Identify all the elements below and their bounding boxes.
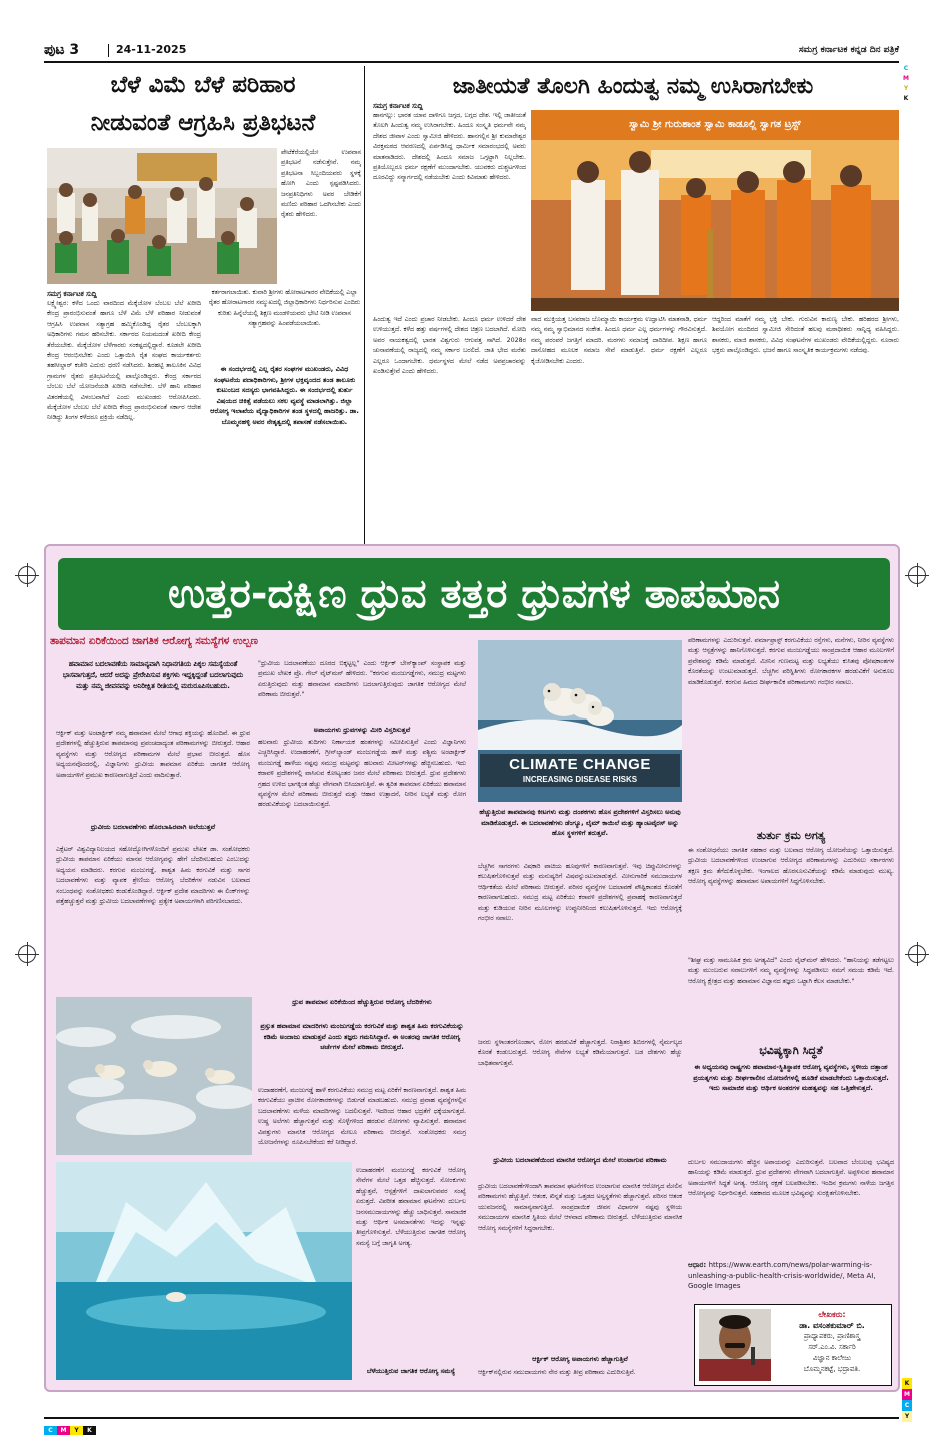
feature-col3-body2: ಜನರು ಸ್ಥಳಾಂತರಗೊಂಡಾಗ, ರೋಗ ಹರಡುವಿಕೆ ಹೆಚ್ಚಾಗುತ್ತದೆ. ನಿರಾಶ್ರಿತರ ಶಿಬಿರಗಳಲ್ಲಿ ನೈರ್ಮಲ್ಯದ ಕೊರತೆ ಕಂಡುಬರುತ್ತದೆ. ಆರೋಗ್ಯ ಸೇವೆಗಳ ಲಭ್ಯತೆ ಕಡಿಮೆಯಾಗುತ್ತದೆ. ಬಡ ದೇಶಗಳು ಹೆಚ್ಚು ಬಾಧಿತವಾಗುತ್ತವೆ. bbox=[478, 1039, 682, 1067]
feature-col2-quote: "ಧ್ರುವೀಯ ಬದಲಾವಣೆಯು ದೂರದ ಬಿಕ್ಕಟ್ಟಲ್ಲ" ಎಂದು ಆರ್ಕ್ಟಿಕ್ ಬೇಸ್‌ಕ್ಯಾಂಪ್ ಸಂಸ್ಥಾಪಕ ಮತ್ತು ಪ್ರಮುಖ ಲೇಖಕ ಪ್ರೊ. ಗೇಲ್ ವೈಟ್‌ಮನ್ ಹೇಳಿದರು. "ಕರಗುವ ಮಂಜುಗಡ್ಡೆಗಳು, ಸಮುದ್ರ ಮಟ್ಟಗಳು ಏರುತ್ತಿರುವುದು ಮತ್ತು ಹವಾಮಾನ ಮಾದರಿಗಳು ಬದಲಾಗುತ್ತಿರುವುದು ಜಾಗತಿಕ ಆರೋಗ್ಯದ ಮೇಲೆ ಪರಿಣಾಮ ಬೀರುತ್ತವೆ." bbox=[258, 660, 466, 699]
story2-body-bottom-a: ಹಿಂದುತ್ವ ಇದೆ ಎಂದು ಪ್ರಚಾರ ನೀಡಬೇಕು. ಹಿಂದೂ ಧರ್ಮ ಉಳಿದರೆ ದೇಶ ಉಳಿಯುತ್ತದೆ. ಕಳೆದ ಹತ್ತು ವರ್ಷಗಳಲ್ಲಿ ದೇಶದ ಚಿತ್ರಣ ಬದಲಾಗಿದೆ. ಮೋದಿ ಅವರ ನಾಯಕತ್ವದಲ್ಲಿ ಭಾರತ ವಿಶ್ವಗುರು ಆಗುವತ್ತ ಸಾಗಿದೆ. 2028ರ ಚುನಾವಣೆಯಲ್ಲಿ ರಾಜ್ಯದಲ್ಲಿ ನಮ್ಮ ಸರ್ಕಾರ ಬರಲಿದೆ. ಜಾತಿ ಭೇದ ಮರೆತು ಎಲ್ಲರೂ ಒಂದಾಗಬೇಕು. ಧರ್ಮಸ್ಥಳದ ಮೇಲೆ ನಡೆದ ಅಪಪ್ರಚಾರವನ್ನು ಖಂಡಿಸುತ್ತೇವೆ ಎಂದು ಹೇಳಿದರು. bbox=[373, 316, 526, 376]
melting-iceberg-photo bbox=[56, 1162, 352, 1380]
feature-col2-body3: ಉದಾಹರಣೆಗೆ ಮಂಜುಗಡ್ಡೆ ಕರಗುವಿಕೆ ಆರೋಗ್ಯ ಸೇವೆಗಳ ಮೇಲೆ ಒತ್ತಡ ಹೆಚ್ಚಿಸುತ್ತದೆ. ಸೋಂಕುಗಳು ಹೆಚ್ಚುತ್ತವೆ, ಆಸ್ಪತ್ರೆಗಳಿಗೆ ದಾಖಲಾಗುವವರ ಸಂಖ್ಯೆ ಏರುತ್ತದೆ. ವಿಪರೀತ ಹವಾಮಾನ ಘಟನೆಗಳು ದುರ್ಬಲ ಜನಸಮುದಾಯಗಳನ್ನು ಹೆಚ್ಚು ಬಾಧಿಸುತ್ತವೆ. ಸಾಮಾಜಿಕ ಮತ್ತು ಆರ್ಥಿಕ ಅಸಮಾನತೆಗಳು ಇದನ್ನು ಇನ್ನಷ್ಟು ತೀವ್ರಗೊಳಿಸುತ್ತವೆ. ಬೆಳೆಯುತ್ತಿರುವ ಜಾಗತಿಕ ಆರೋಗ್ಯ ಸಮಸ್ಯೆ ಬಗ್ಗೆ ಜಾಗೃತಿ ಅಗತ್ಯ. bbox=[356, 1167, 466, 1247]
footer-rule bbox=[44, 1417, 899, 1419]
cmyk-m: M bbox=[903, 75, 909, 82]
feature-col4-body1: ಪರಿಣಾಮಗಳನ್ನು ಎದುರಿಸುತ್ತವೆ. ಪರ್ಮಾಫ್ರಾಸ್ಟ್ ಕರಗುವಿಕೆಯು ರಸ್ತೆಗಳು, ಮನೆಗಳು, ನೀರಿನ ವ್ಯವಸ್ಥೆಗಳು ಮತ್ತು ಆಸ್ಪತ್ರೆಗಳನ್ನು ಹಾನಿಗೊಳಿಸುತ್ತದೆ. ಕರಗುವ ಮಂಜುಗಡ್ಡೆಯು ಸಾಂಪ್ರದಾಯಿಕ ಆಹಾರ ಮೂಲಗಳಿಗೆ ಪ್ರವೇಶವನ್ನು ಕಡಿಮೆ ಮಾಡುತ್ತದೆ. ಮೀನಿನ ಗುಣಮಟ್ಟ ಮತ್ತು ಲಭ್ಯತೆಯು ಕುಸಿತವು ಪೋಷಕಾಂಶಗಳ ಕೊರತೆಯನ್ನು ಉಂಟುಮಾಡುತ್ತದೆ. ಬೆಚ್ಚಗಿನ ಪರಿಸ್ಥಿತಿಗಳು ರೋಗಕಾರಕಗಳ ಹರಡುವಿಕೆಗೆ ಅನುಕೂಲ ಮಾಡಿಕೊಡುತ್ತವೆ. ಕರಗುವ ಹಿಮದ ದೀರ್ಘಕಾಲಿಕ ಪರಿಣಾಮಗಳು ಗಂಭೀರ ಸವಾಲು. bbox=[688, 637, 894, 686]
cmyk-side-m: M bbox=[902, 1389, 912, 1400]
story1-headline bbox=[44, 66, 362, 144]
polar-bears-ice-photo bbox=[56, 997, 252, 1155]
cmyk-strip-top bbox=[901, 64, 911, 106]
header-divider bbox=[108, 44, 109, 57]
registration-mark-left-top bbox=[18, 566, 36, 584]
header-rule bbox=[44, 61, 899, 63]
author-college-line1: ಸರ್.ಎಂ.ವಿ. ಸರ್ಕಾರಿ bbox=[808, 1343, 856, 1351]
column-rule-top bbox=[364, 66, 365, 544]
story2-credit: ಸಮಗ್ರ ಕರ್ನಾಟಕ ಸುದ್ದಿ bbox=[373, 102, 423, 110]
story2-body-bottom-b: ವಾದ ಮುಕ್ತಿಯತ್ತ ಬಸವರಾಜ ಬೊಮ್ಮಾಯಿ ಕಾರ್ಯಕ್ರಮ ಉದ್ಘಾಟಿಸಿ ಮಾತನಾಡಿ, ಧರ್ಮ ನಮ್ಮ ನಮ್ಮ ಸ್ವಾಭಿಮಾನದ ಸಂಕೇತ. ಹಿಂದೂ ಧರ್ಮ ಎಲ್ಲ ಧರ್ಮಗಳನ್ನು ಗೌರವಿಸುತ್ತದೆ. ನಮ್ಮ ಪರಂಪರೆ ಜಗತ್ತಿಗೆ ಮಾದರಿ. ಮಠಗಳು ಸಮಾಜಕ್ಕೆ ದಾರಿದೀಪ. ಶಿಕ್ಷಣ ಹಾಗೂ ದಾಸೋಹದ ಮೂಲಕ ಸಮಾಜ ಸೇವೆ ಮಾಡುತ್ತಿವೆ. ಧರ್ಮ ರಕ್ಷಣೆಗೆ ಎಲ್ಲರೂ ಕೈಜೋಡಿಸಬೇಕು ಎಂದರು. bbox=[531, 316, 707, 365]
cmyk-side-k: K bbox=[902, 1378, 912, 1389]
story1-headline-line2: ನೀಡುವಂತೆ ಆಗ್ರಹಿಸಿ ಪ್ರತಿಭಟನೆ bbox=[90, 110, 316, 136]
story1-body-left: ಲಕ್ಷ್ಮೇಶ್ವರ: ಕಳೆದ ಒಂದು ವಾರದಿಂದ ಮೆಕ್ಕೆಜೋಳ ಬೆಂಬಲ ಬೆಲೆ ಖರೀದಿ ಕೇಂದ್ರ ಪ್ರಾರಂಭಿಸುವಂತೆ ಹಾಗೂ ಬೆಳೆ ವಿಮೆ ಬೆಳೆ ಪರಿಹಾರ ನೀಡುವಂತೆ ಆಗ್ರಹಿಸಿ ಉಪವಾಸ ಸತ್ಯಾಗ್ರಹ ಹಮ್ಮಿಕೊಂಡಿದ್ದ ರೈತರ ಬೆಂಬಲಕ್ಕಾಗಿ ಅಧಿಕಾರಿಗಳು ಗಮನ ಹರಿಸಬೇಕು. ಸರ್ಕಾರದ ನಿಯಮದಂತೆ ಖರೀದಿ ಕೇಂದ್ರ ತೆರೆಯಬೇಕು. ಮೆಕ್ಕೆಜೋಳ ಬೆಳೆಗಾರರು ಸಂಕಷ್ಟದಲ್ಲಿದ್ದಾರೆ. ಕೂಡಲೇ ಖರೀದಿ ಕೇಂದ್ರ ಆರಂಭಿಸಬೇಕು ಎಂದು ಒತ್ತಾಯಿಸಿ ರೈತ ಸಂಘದ ಕಾರ್ಯಕರ್ತರು ತಹಸೀಲ್ದಾರ್ ಕಚೇರಿ ಎದುರು ಧರಣಿ ನಡೆಸಿದರು. ಶಿರಹಟ್ಟಿ ತಾಲೂಕಿನ ವಿವಿಧ ಗ್ರಾಮಗಳ ರೈತರು ಪ್ರತಿಭಟನೆಯಲ್ಲಿ ಪಾಲ್ಗೊಂಡಿದ್ದರು. ಕೇಂದ್ರ ಸರ್ಕಾರದ ಬೆಂಬಲ ಬೆಲೆ ಯೋಜನೆಯಡಿ ಖರೀದಿ ನಡೆಸಬೇಕು. ಬೆಳೆ ಹಾನಿ ಪರಿಹಾರ ವಿತರಣೆಯಲ್ಲಿ ವಿಳಂಬವಾಗಿದೆ ಎಂದು ಮುಖಂಡರು ಆರೋಪಿಸಿದರು. ಮೆಕ್ಕೆಜೋಳ ಬೆಂಬಲ ಬೆಲೆ ಖರೀದಿ ಕೇಂದ್ರ ಪ್ರಾರಂಭಿಸುವಂತೆ ಸರ್ಕಾರ ಆದೇಶ ನೀಡಿದ್ದು ತಿಂಗಳ ಕಳೆದರೂ ಪ್ರಕ್ರಿಯೆ ನಡೆದಿಲ್ಲ. bbox=[47, 300, 201, 422]
story1-body-right-bold: ಈ ಸಂದರ್ಭದಲ್ಲಿ ಎಲ್ಲ ರೈತರ ಸಂಘಗಳ ಮುಖಂಡರು, ವಿವಿಧ ಸಂಘಟನೆಯ ಪದಾಧಿಕಾರಿಗಳು, ಶ್ರೀಗಳ ಭಕ್ತವೃಂದದ ತಂಡ ತಾಲೂಕು ಕುಟುಂಬದ ಸದಸ್ಯರು ಭಾಗವಹಿಸಿದ್ದರು. ಈ ಸಂದರ್ಭದಲ್ಲಿ ತುರ್ತು ವಿಷಯದ ಚಿಕಿತ್ಸೆ ಪಡೆಯಲು ಸಕಲ ವ್ಯವಸ್ಥೆ ಮಾಡಲಾಗಿತ್ತು. ಜಿಲ್ಲಾ ಆರೋಗ್ಯ ಇಲಾಖೆಯ ವೈದ್ಯಾಧಿಕಾರಿಗಳ ತಂಡ ಸ್ಥಳದಲ್ಲಿ ಹಾಜರಿತ್ತು. ಡಾ. ಬೊಮ್ಮನಹಳ್ಳಿ ಅವರ ನೇತೃತ್ವದಲ್ಲಿ ತಪಾಸಣೆ ನಡೆಸಲಾಯಿತು. bbox=[210, 365, 359, 426]
feature-col2-sub2: ಧ್ರುವ ತಾಪಮಾನ ಏರಿಕೆಯಿಂದ ಹೆಚ್ಚುತ್ತಿರುವ ಆರೋಗ್ಯ ಬೆದರಿಕೆಗಳು bbox=[292, 998, 432, 1006]
feature-intro: ಹವಾಮಾನ ಬದಲಾವಣೆಯ ಸಾಮಾನ್ಯವಾಗಿ ನಿಧಾನಗತಿಯ ಪಿಕ್ಕಲ ಸಮಸ್ಯೆಯಂತೆ ಭಾಸವಾಗುತ್ತದೆ, ಆದರೆ ಅದನ್ನು ಪ್ರೇರೇಪಿಸುವ ಶಕ್ತಿಗಳು ಇದ್ದಕ್ಕಿದ್ದಂತೆ ಬದಲಾಗುವುದು ಮತ್ತು ನಮ್ಮ ಜೀವನವನ್ನು ಅನಿರೀಕ್ಷಿತ ರೀತಿಯಲ್ಲಿ ಮರುರೂಪಿಸಬಹುದು. bbox=[62, 660, 244, 690]
cmyk-strip-side bbox=[902, 1378, 912, 1424]
feature-col2-body1: ಹಲವಾರು ಧ್ರುವೀಯ ತುದಿಗಳು ನಿರ್ಣಾಯಕ ಹಂತಗಳನ್ನು ಸಮೀಪಿಸುತ್ತಿವೆ ಎಂದು ವಿಜ್ಞಾನಿಗಳು ಎಚ್ಚರಿಸಿದ್ದಾರೆ. ಉದಾಹರಣೆಗೆ, ಗ್ರೀನ್‌ಲ್ಯಾಂಡ್ ಮಂಜುಗಡ್ಡೆಯ ಹಾಳೆ ಮತ್ತು ಪಶ್ಚಿಮ ಅಂಟಾರ್ಕ್ಟಿಕ್ ಮಂಜುಗಡ್ಡೆ ಹಾಳೆಯ ನಷ್ಟವು ಸಮುದ್ರ ಮಟ್ಟವನ್ನು ಹಲವಾರು ಮೀಟರ್‌ಗಳಷ್ಟು ಹೆಚ್ಚಿಸಬಹುದು. ಇದು ಕರಾವಳಿ ಪ್ರದೇಶಗಳಲ್ಲಿ ವಾಸಿಸುವ ಕೋಟ್ಯಂತರ ಜನರ ಮೇಲೆ ಪರಿಣಾಮ ಬೀರುತ್ತದೆ. ಧ್ರುವ ಪ್ರದೇಶಗಳು ಗ್ರಹದ ಉಳಿದ ಭಾಗಕ್ಕಿಂತ ಹೆಚ್ಚು ವೇಗವಾಗಿ ಬಿಸಿಯಾಗುತ್ತಿವೆ. ಈ ತ್ವರಿತ ತಾಪಮಾನ ಏರಿಕೆಯು ಹವಾಮಾನ ವ್ಯವಸ್ಥೆಗಳ ಮೇಲೆ ಪರಿಣಾಮ ಬೀರುತ್ತದೆ ಮತ್ತು ಆಹಾರ ಉತ್ಪಾದನೆ, ನೀರಿನ ಲಭ್ಯತೆ ಮತ್ತು ರೋಗ ಹರಡುವಿಕೆಯನ್ನು ಬದಲಾಯಿಸುತ್ತದೆ. bbox=[258, 739, 466, 809]
author-photo-art bbox=[699, 1309, 771, 1381]
author-box bbox=[694, 1304, 892, 1386]
story1-body-right: ಕರ್ತರಾಗಲಾಯಿತು. ಕುವಾರಿ ಶ್ರೀಗಳು ಹೋರಾಟಗಾರರ ವೇದಿಕೆಯಲ್ಲಿ ಎಲ್ಲಾ ರೈತರ ಹೋರಾಟಗಾರರ ಸಮ್ಮುಖದಲ್ಲಿ ಜಿಲ್ಲಾಧಿಕಾರಿಗಳು ನಿರ್ಧರಿಸುವ ಎಂದಿರು ಕುರಿತು ಹಿನ್ನೆಲೆಯಲ್ಲಿ ಶಿಕ್ಷಣ ಮಂಡಳಿಯವರು ಭೇಟಿ ನೀಡಿ ಉಪವಾಸ ಸತ್ಯಾಗ್ರಹವನ್ನು ಹಿಂಪಡೆಯಲಾಯಿತು. bbox=[208, 289, 361, 328]
feature-col4-body3: ದುರ್ಬಲ ಸಮುದಾಯಗಳು ಹೆಚ್ಚಿನ ಅಪಾಯವನ್ನು ಎದುರಿಸುತ್ತವೆ. ಬಲವಾದ ಬೆಂಬಲವು ಭವಿಷ್ಯದ ಹಾನಿಯನ್ನು ಕಡಿಮೆ ಮಾಡುತ್ತದೆ. ಧ್ರುವ ಪ್ರದೇಶಗಳು ವೇಗವಾಗಿ ಬದಲಾಗುತ್ತಿವೆ. ಅಪ್ಪಳಿಸುವ ಹವಾಮಾನ ಅಪಾಯಗಳಿಗೆ ಸಿದ್ಧತೆ ಅಗತ್ಯ. ಆರೋಗ್ಯ ರಕ್ಷಣೆ ಬಲಪಡಿಸಬೇಕು. ಇಂದಿನ ಕ್ರಮಗಳು ನಾಳೆಯ ಜಗತ್ತಿನ ಆರೋಗ್ಯವನ್ನು ನಿರ್ಧರಿಸುತ್ತವೆ. ಸಹಕಾರದ ಮೂಲಕ ಭವಿಷ್ಯವನ್ನು ಸುರಕ್ಷಿತಗೊಳಿಸಬೇಕು. bbox=[688, 1159, 894, 1198]
cmyk-y: Y bbox=[903, 85, 909, 92]
cmyk-k: K bbox=[903, 95, 909, 102]
feature-col3-bold: ಆರ್ಕ್ಟಿಕ್ ಆರೋಗ್ಯ ಅಪಾಯಗಳು ಹೆಚ್ಚಾಗುತ್ತಿವೆ bbox=[532, 1355, 628, 1363]
feature-col1-body2: ಎಕ್ಸೆಟರ್ ವಿಶ್ವವಿದ್ಯಾನಿಲಯದ ಸಹೋದ್ಯೋಗಿಗಳೊಂದಿಗೆ ಪ್ರಮುಖ ಲೇಖಕ ಡಾ. ಸಂಶೋಧಕರು ಧ್ರುವೀಯ ತಾಪಮಾನ ಏರಿಕೆಯು ಮಾನವ ಆರೋಗ್ಯವನ್ನು ಹೇಗೆ ಬೆದರಿಸಬಹುದು ಎಂಬುದನ್ನು ಅಧ್ಯಯನ ಮಾಡಿದರು. ಕರಗುವ ಮಂಜುಗಡ್ಡೆ, ಶಾಶ್ವತ ಹಿಮ ಕರಗುವಿಕೆ ಮತ್ತು ಸಾಗರ ಬದಲಾವಣೆಗಳು ಮತ್ತು ವ್ಯಾಪಕ ಶ್ರೇಣಿಯ ಆರೋಗ್ಯ ಬೆದರಿಕೆಗಳ ನಡುವಿನ ಬಲವಾದ ಸಂಬಂಧವನ್ನು ಸಂಶೋಧಕರು ಕಂಡುಕೊಂಡಿದ್ದಾರೆ. ಆರ್ಕ್ಟಿಕ್ ಪ್ರದೇಶ ಮಾದರಿಗಳು ಈ ಲಿಂಕ್‌ಗಳನ್ನು ಪತ್ತೆಹಚ್ಚುತ್ತವೆ ಮತ್ತು ಧ್ರುವೀಯ ಬದಲಾವಣೆಗಳನ್ನು ಪ್ರತ್ಯೇಕ ಅಪಾಯಗಳಾಗಿ ಪರಿಗಣಿಸಬಾರದು. bbox=[56, 846, 250, 906]
feature-source bbox=[688, 1260, 894, 1300]
feature-col1-body: ಆರ್ಕ್ಟಿಕ್ ಮತ್ತು ಅಂಟಾರ್ಕ್ಟಿಕ್ ನಮ್ಮ ಹವಾಮಾನ ಮೇಲೆ ಆಗಾಧ ಶಕ್ತಿಯನ್ನು ಹೊಂದಿವೆ. ಈ ಧ್ರುವ ಪ್ರದೇಶಗಳಲ್ಲಿ ಹೆಚ್ಚುತ್ತಿರುವ ತಾಪಮಾನವು ಪ್ರಪಂಚದಾದ್ಯಂತ ಪರಿಣಾಮಗಳನ್ನು ಬೀರುತ್ತದೆ. ಆಹಾರ ವ್ಯವಸ್ಥೆಗಳು ಮತ್ತು ಆರೋಗ್ಯದ ಪರಿಣಾಮಗಳ ಮೇಲೆ ಪ್ರಭಾವ ಬೀರುತ್ತದೆ. ಹೊಸ ಅಧ್ಯಯನವೊಂದರಲ್ಲಿ, ವಿಜ್ಞಾನಿಗಳು ಧ್ರುವೀಯ ತಾಪಮಾನ ಏರಿಕೆಯ ಜಾಗತಿಕ ಆರೋಗ್ಯ ಅಪಾಯಗಳಿಗೆ ಪ್ರಮುಖ ಕಾರಣವಾಗುತ್ತಿದೆ ಎಂದು ವಾದಿಸುತ್ತಾರೆ. bbox=[56, 730, 250, 779]
stage-banner-text: ಸ್ವಾಮಿ ಶ್ರೀ ಗುರುಶಾಂತ ಸ್ವಾಮಿ ಕಾಡೂಲ್ಲಿ ಸ್ವಾಗತ ಟ್ರಸ್ಟ್ bbox=[629, 119, 801, 130]
feature-col4-bold: ಈ ಅಧ್ಯಯನವು ರಾಷ್ಟ್ರಗಳು ಹವಾಮಾನ-ಸ್ಥಿತಿಸ್ಥಾಪಕ ಆರೋಗ್ಯ ವ್ಯವಸ್ಥೆಗಳು, ಸ್ಥಳೀಯ ದತ್ತಾಂಶ ಪ್ರಯತ್ನಗಳು ಮತ್ತು ದೀರ್ಘಕಾಲೀನ ಯೋಜನೆಗಳಲ್ಲಿ ಹೂಡಿಕೆ ಮಾಡಬೇಕೆಂದು ಒತ್ತಾಯಿಸುತ್ತದೆ. ಇದು ಸಾಮಾಜಿಕ ಮತ್ತು ಆರ್ಥಿಕ ಅಂತರಗಳ ಮಹತ್ವವನ್ನು ಸಹ ಒತ್ತಿಹೇಳುತ್ತದೆ. bbox=[693, 1063, 889, 1093]
climate-change-photo bbox=[478, 640, 682, 802]
feature-col4-sub2: ಭವಿಷ್ಯಕ್ಕಾಗಿ ಸಿದ್ಧತೆ bbox=[759, 1044, 823, 1057]
cmyk-c: C bbox=[903, 65, 909, 72]
cmyk-strip-bottom bbox=[44, 1426, 96, 1435]
event-stage-photo bbox=[531, 110, 899, 311]
feature-col2-bold: ಪ್ರಸ್ತುತ ಹವಾಮಾನ ಮಾದರಿಗಳು ಮಂಜುಗಡ್ಡೆಯ ಕರಗುವಿಕೆ ಮತ್ತು ಶಾಶ್ವತ ಹಿಮ ಕರಗುವಿಕೆಯನ್ನು ಕಡಿಮೆ ಅಂದಾಜು ಮಾಡುತ್ತವೆ ಎಂದು ತಜ್ಞರು ಗಮನಿಸಿದ್ದಾರೆ. ಈ ಅಂತರವು ಜಾಗತಿಕ ಆರೋಗ್ಯ ಚರ್ಚೆಗಳ ಮೇಲೆ ಪರಿಣಾಮ ಬೀರುತ್ತದೆ. bbox=[260, 1022, 464, 1052]
feature-col1-sub1: ಧ್ರುವೀಯ ಬದಲಾವಣೆಗಳು ಹೊರಬಾಹಿರವಾಗಿ ಅಲೆಯುತ್ತವೆ bbox=[90, 823, 216, 831]
issue-date: 24-11-2025 bbox=[116, 43, 187, 56]
author-college-line2: ವಿಜ್ಞಾನ ಕಾಲೇಜು bbox=[812, 1354, 852, 1362]
event-stage-photo-art bbox=[531, 110, 899, 311]
registration-mark-right-top bbox=[908, 566, 926, 584]
cmyk-swatch-y: Y bbox=[70, 1426, 83, 1435]
feature-banner-headline: ಉತ್ತರ-ದಕ್ಷಿಣ ಧ್ರುವ ತತ್ತರ ಧ್ರುವಗಳ ತಾಪಮಾನ bbox=[168, 571, 780, 617]
polar-bears-ice-photo-art bbox=[56, 997, 252, 1155]
feature-col4-body2: ಈ ಸಂಶೋಧನೆಯು ಜಾಗತಿಕ ಸಹಕಾರ ಮತ್ತು ಬಲವಾದ ಆರೋಗ್ಯ ಯೋಜನೆಯನ್ನು ಒತ್ತಾಯಿಸುತ್ತದೆ. ಧ್ರುವೀಯ ಬದಲಾವಣೆಗಳಿಂದ ಉಂಟಾಗುವ ಆರೋಗ್ಯದ ಪರಿಣಾಮಗಳನ್ನು ಎದುರಿಸಲು ಸರ್ಕಾರಗಳು ತಕ್ಷಣ ಕ್ರಮ ತೆಗೆದುಕೊಳ್ಳಬೇಕು. ಇಂಗಾಲದ ಹೊರಸೂಸುವಿಕೆಯನ್ನು ಕಡಿಮೆ ಮಾಡುವುದು ಮುಖ್ಯ. ಆರೋಗ್ಯ ವ್ಯವಸ್ಥೆಗಳನ್ನು ಹವಾಮಾನ ಅಪಾಯಗಳಿಗೆ ಸಿದ್ಧಗೊಳಿಸಬೇಕು. bbox=[688, 847, 894, 886]
cmyk-swatch-k: K bbox=[83, 1426, 96, 1435]
feature-source-label: ಆಧಾರ: bbox=[688, 1261, 707, 1269]
author-details bbox=[775, 1309, 889, 1375]
protest-photo-art bbox=[47, 148, 277, 284]
cmyk-side-y: Y bbox=[902, 1411, 912, 1422]
feature-banner bbox=[58, 558, 890, 630]
story1-headline-line1: ಬೆಳೆ ವಿಮೆ ಬೆಳೆ ಪರಿಹಾರ bbox=[110, 72, 296, 98]
feature-col2-body2: ಉದಾಹರಣೆಗೆ, ಮಂಜುಗಡ್ಡೆ ಹಾಳೆ ಕರಗುವಿಕೆಯು ಸಮುದ್ರ ಮಟ್ಟ ಏರಿಕೆಗೆ ಕಾರಣವಾಗುತ್ತದೆ. ಶಾಶ್ವತ ಹಿಮ ಕರಗುವಿಕೆಯು ಪ್ರಾಚೀನ ರೋಗಕಾರಕಗಳನ್ನು ಬಿಡುಗಡೆ ಮಾಡಬಹುದು. ಸಮುದ್ರ ಪ್ರವಾಹ ವ್ಯವಸ್ಥೆಗಳಲ್ಲಿನ ಬದಲಾವಣೆಗಳು ಮಳೆಯ ಮಾದರಿಗಳನ್ನು ಬದಲಿಸುತ್ತವೆ. ಇದರಿಂದ ಆಹಾರ ಭದ್ರತೆಗೆ ಧಕ್ಕೆಯಾಗುತ್ತದೆ. ಉಷ್ಣ ಅಲೆಗಳು ಹೆಚ್ಚಾಗುತ್ತವೆ ಮತ್ತು ಸೊಳ್ಳೆಗಳಿಂದ ಹರಡುವ ರೋಗಗಳು ವ್ಯಾಪಿಸುತ್ತವೆ. ಹವಾಮಾನ ವಿಪತ್ತುಗಳು ಮಾನಸಿಕ ಆರೋಗ್ಯದ ಮೇಲೂ ಪರಿಣಾಮ ಬೀರುತ್ತವೆ. ಸಂಶೋಧಕರು ಸಮಗ್ರ ಯೋಜನೆಗಳನ್ನು ರೂಪಿಸಬೇಕೆಂದು ಕರೆ ನೀಡಿದ್ದಾರೆ. bbox=[258, 1087, 466, 1147]
cmyk-swatch-c: C bbox=[44, 1426, 57, 1435]
climate-overlay bbox=[480, 754, 680, 787]
author-location: ಬೊಮ್ಮನಕಟ್ಟೆ, ಭದ್ರಾವತಿ. bbox=[803, 1365, 861, 1373]
feature-source-url[interactable]: https://www.earth.com/news/polar-warming-is-unleashing-a-public-health-crisis-worldwide/, Meta AI, Google Images bbox=[688, 1261, 876, 1290]
feature-col2-sub3: ಬೆಳೆಯುತ್ತಿರುವ ಜಾಗತಿಕ ಆರೋಗ್ಯ ಸಮಸ್ಯೆ bbox=[366, 1367, 456, 1375]
story2-body-top: ಹಾನಗಲ್ಲು: ಭಾರತ ಯಾವ ದಾಳಿಗೂ ಜಗ್ಗದ, ಬಗ್ಗದ ದೇಶ. ಇಲ್ಲಿ ಜಾತೀಯತೆ ತೊಲಗಿ ಹಿಂದುತ್ವ ನಮ್ಮ ಉಸಿರಾಗಬೇಕು. ಹಿಂದೂ ಸಂಸ್ಕೃತಿ ಧರ್ಮವೇ ನಮ್ಮ ದೇಶದ ಜೀವಾಳ ಎಂದು ಸ್ವಾಮೀಜಿ ಹೇಳಿದರು. ಹಾನಗಲ್ಲಿನ ಶ್ರೀ ಕುಮಾರೇಶ್ವರ ವಿರಕ್ತಮಠದ ಆವರಣದಲ್ಲಿ ಏರ್ಪಡಿಸಿದ್ದ ಧಾರ್ಮಿಕ ಸಮಾರಂಭದಲ್ಲಿ ಅವರು ಮಾತನಾಡಿದರು. ದೇಶದಲ್ಲಿ ಹಿಂದೂ ಸಮಾಜ ಒಗ್ಗಟ್ಟಾಗಿ ನಿಲ್ಲಬೇಕು. ಪ್ರತಿಯೊಬ್ಬರೂ ಧರ್ಮ ರಕ್ಷಣೆಗೆ ಮುಂದಾಗಬೇಕು. ಯುವಕರು ದುಶ್ಚಟಗಳಿಂದ ದೂರವಿದ್ದು ಸನ್ಮಾರ್ಗದಲ್ಲಿ ನಡೆಯಬೇಕು ಎಂದು ಕಿವಿಮಾತು ಹೇಳಿದರು. bbox=[373, 112, 526, 182]
story1-credit: ಸಮಗ್ರ ಕರ್ನಾಟಕ ಸುದ್ದಿ bbox=[47, 290, 97, 298]
feature-col3-body3: ಧ್ರುವೀಯ ಬದಲಾವಣೆಗಳಿಂದಾಗಿ ತಾಪಮಾನ ಘಟನೆಗಳಿಂದ ಉಂಟಾಗುವ ಮಾನಸಿಕ ಆರೋಗ್ಯದ ಮೇಲಿನ ಪರಿಣಾಮಗಳು ಹೆಚ್ಚುತ್ತಿವೆ. ಆತಂಕ, ಖಿನ್ನತೆ ಮತ್ತು ಒತ್ತಡದ ಅಸ್ವಸ್ಥತೆಗಳು ಹೆಚ್ಚಾಗುತ್ತವೆ. ಪರಿಸರ ಆತಂಕ ಯುವಜನರಲ್ಲಿ ಸಾಮಾನ್ಯವಾಗುತ್ತಿದೆ. ಸಾಂಪ್ರದಾಯಿಕ ಜೀವನ ವಿಧಾನಗಳ ನಷ್ಟವು ಸ್ಥಳೀಯ ಸಮುದಾಯಗಳ ಮಾನಸಿಕ ಸ್ಥಿತಿಯ ಮೇಲೆ ಆಳವಾದ ಪರಿಣಾಮ ಬೀರುತ್ತದೆ. ಬೆಳೆಯುತ್ತಿರುವ ಮಾನಸಿಕ ಆರೋಗ್ಯ ಸಮಸ್ಯೆಗಳಿಗೆ ಸಿದ್ಧರಾಗಬೇಕು. bbox=[478, 1183, 682, 1232]
feature-col4-sub1: ತುರ್ತು ಕ್ರಮ ಅಗತ್ಯ bbox=[756, 829, 826, 842]
story2-body-bottom-c: ಆದ್ದರಿಂದ ಮಾತೆಗೆ ನಮ್ಮ ಭಕ್ತಿ ಬೇಕು. ಗುರುವಿನ ಕಾರುಣ್ಯ ಬೇಕು. ಹರಿಹರದ ಶ್ರೀಗಳು, ಶಿವಯೋಗ ಮಂದಿರದ ಸ್ವಾಮೀಜಿ ಸೇರಿದಂತೆ ಹಲವು ಮಠಾಧೀಶರು ಸಾನ್ನಿಧ್ಯ ವಹಿಸಿದ್ದರು. ಶಾಸಕರು, ಮಾಜಿ ಶಾಸಕರು, ವಿವಿಧ ಸಂಘಟನೆಗಳ ಮುಖಂಡರು ವೇದಿಕೆಯಲ್ಲಿದ್ದರು. ನೂರಾರು ಭಕ್ತರು ಪಾಲ್ಗೊಂಡಿದ್ದರು. ಭಜನೆ ಹಾಗೂ ಸಾಂಸ್ಕೃತಿಕ ಕಾರ್ಯಕ್ರಮಗಳು ನಡೆದವು. bbox=[712, 316, 899, 355]
feature-subheadline: ತಾಪಮಾನ ಏರಿಕೆಯಿಂದ ಜಾಗತಿಕ ಆರೋಗ್ಯ ಸಮಸ್ಯೆಗಳ ಉಲ್ಬಣ bbox=[50, 635, 258, 647]
registration-mark-left-bottom bbox=[18, 945, 36, 963]
photo-caption: ಹೆಚ್ಚುತ್ತಿರುವ ತಾಪಮಾನವು ಕೀಟಗಳು ಮತ್ತು ದಂಶಕಗಳು ಹೊಸ ಪ್ರದೇಶಗಳಿಗೆ ವಿಸ್ತರಿಸಲು ಅನುವು ಮಾಡಿಕೊಡುತ್ತದೆ. ಈ ಬದಲಾವಣೆಗಳು ಡೆಂಗ್ಯೂ, ಲೈಮ್ ಕಾಯಿಲೆ ಮತ್ತು ಹ್ಯಾಂಟವೈರಸ್ ಅನ್ನು ಹೊಸ ಸ್ಥಳಗಳಿಗೆ ತರುತ್ತವೆ. bbox=[479, 808, 681, 838]
protest-photo bbox=[47, 148, 277, 284]
feature-col3-body1: ಬೆಚ್ಚಗಿನ ಸಾಗರಗಳು ವಿಷಕಾರಿ ಪಾಚಿಯ ಹೂವುಗಳಿಗೆ ಕಾರಣವಾಗುತ್ತವೆ. ಇವು ಚಿಪ್ಪುಮೀನುಗಳನ್ನು ಕಲುಷಿತಗೊಳಿಸುತ್ತವೆ ಮತ್ತು ಮನುಷ್ಯರಿಗೆ ವಿಷವನ್ನುಂಟುಮಾಡುತ್ತವೆ. ಮೀನುಗಾರಿಕೆ ಸಮುದಾಯಗಳ ಆರ್ಥಿಕತೆಯ ಮೇಲೆ ಪರಿಣಾಮ ಬೀರುತ್ತವೆ. ಪರಿಸರ ವ್ಯವಸ್ಥೆಗಳ ಬದಲಾವಣೆ ಪೌಷ್ಟಿಕಾಂಶದ ಕೊರತೆಗೆ ಕಾರಣವಾಗಬಹುದು. ಸಮುದ್ರ ಮಟ್ಟ ಏರಿಕೆಯು ಕರಾವಳಿ ಪ್ರದೇಶಗಳಲ್ಲಿ ಪ್ರವಾಹಕ್ಕೆ ಕಾರಣವಾಗುತ್ತದೆ ಮತ್ತು ಕುಡಿಯುವ ನೀರಿನ ಮೂಲಗಳನ್ನು ಉಪ್ಪುನೀರಿನಿಂದ ಕಲುಷಿತಗೊಳಿಸುತ್ತದೆ. ಇದು ಆರೋಗ್ಯಕ್ಕೆ ಗಂಭೀರ ಸವಾಲು. bbox=[478, 863, 682, 923]
climate-overlay-line1: CLIMATE CHANGE bbox=[509, 756, 651, 773]
masthead-tagline: ಸಮಗ್ರ ಕರ್ನಾಟಕ ಕನ್ನಡ ದಿನ ಪತ್ರಿಕೆ bbox=[798, 45, 899, 55]
author-label: ಲೇಖಕರು: bbox=[818, 1310, 846, 1319]
registration-mark-right-bottom bbox=[908, 945, 926, 963]
author-name: ಡಾ. ವಸಂತಕುಮಾರ್ ಬಿ. bbox=[799, 1321, 865, 1330]
cmyk-side-c: C bbox=[902, 1400, 912, 1411]
cmyk-swatch-m: M bbox=[57, 1426, 70, 1435]
story1-side-text: ಪೇಟೆಕೆರೆಯಲ್ಲಿಯೇ ಉಪವಾಸ ಪ್ರತಿಭಟನೆ ನಡೆಸುತ್ತೇವೆ. ನಮ್ಮ ಪ್ರತಿಭಟನಾ ಸಿಬ್ಬಂದಿಯವರು ಸ್ಥಳಕ್ಕೆ ಹೋಗಿ ಎಂದು ಸ್ಪಷ್ಟಪಡಿಸಿದರು. ಜನಪ್ರತಿನಿಧಿಗಳು ಅವರ ಬೇಡಿಕೆಗೆ ಮಣಿದು ಪರಿಹಾರ ಒದಗಿಸಬೇಕು ಎಂದು ರೈತರು ಹೇಳಿದರು. bbox=[281, 149, 361, 219]
feature-col4-quote: "ಶೀಘ್ರ ಮತ್ತು ಸಾಮೂಹಿಕ ಕ್ರಮ ಅಗತ್ಯವಿದೆ" ಎಂದು ವೈಟ್‌ಮನ್ ಹೇಳಿದರು. "ಹಾನಿಯನ್ನು ತಡೆಗಟ್ಟಲು ಮತ್ತು ಮುಂಬರುವ ಸವಾಲುಗಳಿಗೆ ನಮ್ಮ ವ್ಯವಸ್ಥೆಗಳನ್ನು ಸಿದ್ಧಪಡಿಸಲು ನಮಗೆ ಸಮಯ ಕಡಿಮೆ ಇದೆ. ಆರೋಗ್ಯ ಕ್ಷೇತ್ರದ ಮತ್ತು ಹವಾಮಾನ ವಿಜ್ಞಾನದ ತಜ್ಞರು ಒಟ್ಟಾಗಿ ಕೆಲಸ ಮಾಡಬೇಕು." bbox=[688, 957, 894, 985]
feature-col3-body4: ಆರ್ಕ್ಟಿಕ್‌ನಲ್ಲಿರುವ ಸಮುದಾಯಗಳು ನೇರ ಮತ್ತು ತೀವ್ರ ಪರಿಣಾಮ ಎದುರಿಸುತ್ತಿವೆ. bbox=[478, 1369, 636, 1376]
melting-iceberg-photo-art bbox=[56, 1162, 352, 1380]
climate-overlay-line2: INCREASING DISEASE RISKS bbox=[522, 775, 638, 784]
page-number: ಪುಟ 3 bbox=[44, 42, 80, 58]
story2-headline: ಜಾತೀಯತೆ ತೊಲಗಿ ಹಿಂದುತ್ವ ನಮ್ಮ ಉಸಿರಾಗಬೇಕು bbox=[452, 74, 814, 99]
feature-col2-sub1: ಅಪಾಯಗಳು ಧ್ರುವಗಳನ್ನು ಮೀರಿ ವಿಸ್ತರಿಸುತ್ತವೆ bbox=[313, 726, 411, 734]
author-photo bbox=[699, 1309, 771, 1381]
author-designation: ಪ್ರಾಧ್ಯಾಪಕರು, ಪ್ರಾಣಿಶಾಸ್ತ್ರ bbox=[803, 1332, 861, 1340]
feature-col3-sub1: ಧ್ರುವೀಯ ಬದಲಾವಣೆಯಿಂದ ಮಾನಸಿಕ ಆರೋಗ್ಯದ ಮೇಲೆ ಉಂಟಾಗುವ ಪರಿಣಾಮ bbox=[493, 1156, 667, 1164]
page-header bbox=[44, 40, 899, 60]
